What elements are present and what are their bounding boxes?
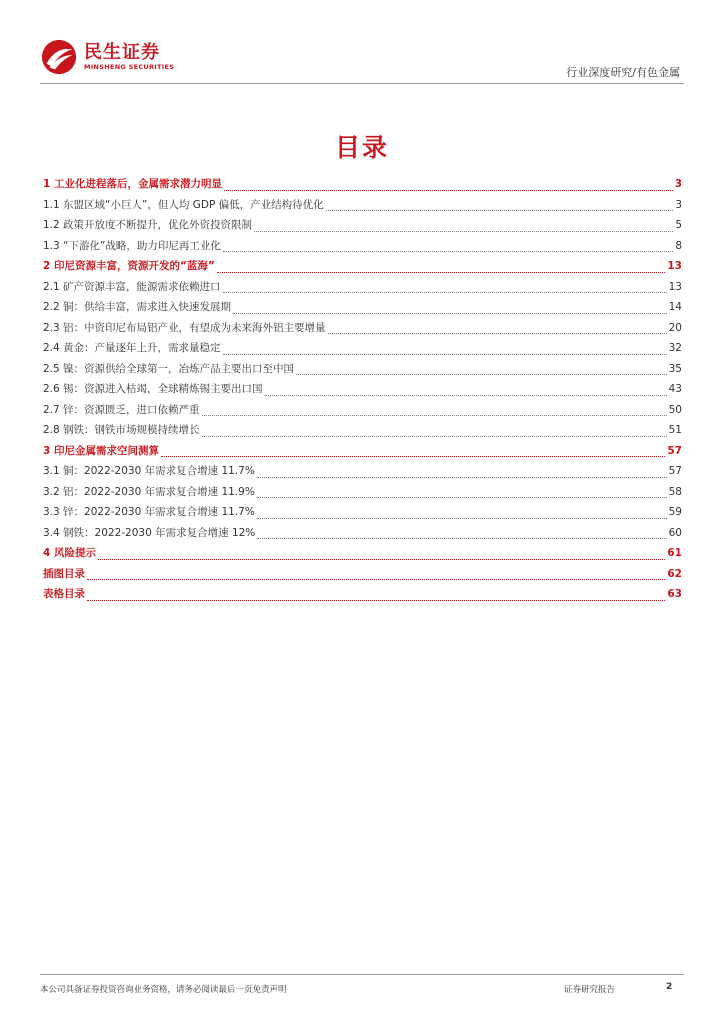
toc-entry-label: 1.2 政策开放度不断提升，优化外资投资限制 — [43, 219, 253, 231]
toc-leader-dots — [257, 489, 667, 498]
toc-entry-label: 2.1 矿产资源丰富，能源需求依赖进口 — [43, 280, 221, 293]
toc-leader-dots — [257, 469, 667, 478]
toc-section-entry[interactable] — [43, 586, 682, 607]
toc-subsection-entry[interactable] — [43, 463, 682, 484]
toc-subsection-entry[interactable] — [43, 238, 682, 259]
table-of-contents — [43, 176, 682, 607]
toc-entry-page: 63 — [667, 588, 682, 600]
toc-entry-page: 43 — [668, 383, 682, 395]
toc-leader-dots — [257, 510, 667, 519]
toc-entry-page: 8 — [675, 239, 682, 252]
toc-leader-dots — [223, 284, 667, 293]
toc-entry-label: 2.7 锌：资源匮乏，进口依赖严重 — [43, 403, 200, 416]
toc-leader-dots — [265, 387, 667, 396]
toc-section-entry[interactable] — [43, 545, 682, 566]
toc-leader-dots — [161, 448, 665, 457]
toc-entry-page: 50 — [668, 403, 682, 416]
toc-leader-dots — [257, 530, 666, 539]
toc-entry-label: 2.6 锡：资源进入枯竭，全球精炼锡主要出口国 — [43, 383, 263, 395]
toc-leader-dots — [254, 223, 673, 232]
toc-leader-dots — [217, 264, 666, 273]
toc-entry-label: 2.5 镍：资源供给全球第一，冶炼产品主要出口至中国 — [43, 362, 295, 375]
toc-entry-label: 1 工业化进程落后，金属需求潜力明显 — [43, 178, 222, 190]
toc-entry-page: 51 — [668, 424, 682, 436]
toc-subsection-entry[interactable] — [43, 422, 682, 443]
toc-leader-dots — [98, 551, 665, 560]
toc-subsection-entry[interactable] — [43, 279, 682, 300]
toc-entry-label: 4 风险提示 — [43, 547, 96, 559]
toc-entry-page: 3 — [675, 198, 682, 211]
toc-subsection-entry[interactable] — [43, 320, 682, 341]
footer-divider — [40, 974, 684, 975]
toc-entry-page: 3 — [674, 178, 682, 190]
toc-entry-label: 插图目录 — [43, 567, 85, 580]
company-logo — [40, 38, 174, 76]
toc-entry-page: 13 — [668, 280, 682, 293]
toc-section-entry[interactable] — [43, 176, 682, 197]
toc-entry-page: 57 — [667, 444, 682, 457]
toc-entry-page: 61 — [667, 547, 682, 559]
toc-leader-dots — [223, 346, 667, 355]
page-header — [40, 38, 684, 84]
logo-english-name: MINSHENG SECURITIES — [84, 62, 175, 71]
footer-disclaimer: 本公司具备证券投资咨询业务资格，请务必阅读最后一页免责声明 — [40, 985, 287, 995]
toc-entry-page: 5 — [675, 219, 682, 231]
toc-subsection-entry[interactable] — [43, 402, 682, 423]
toc-leader-dots — [87, 592, 665, 601]
toc-leader-dots — [326, 202, 674, 211]
toc-section-entry[interactable] — [43, 566, 682, 587]
toc-leader-dots — [202, 428, 667, 437]
toc-entry-label: 2.4 黄金：产量逐年上升，需求量稳定 — [43, 342, 221, 354]
toc-leader-dots — [202, 407, 667, 416]
toc-entry-page: 20 — [668, 321, 682, 334]
toc-entry-label: 3.2 铝：2022-2030 年需求复合增速 11.9% — [43, 485, 255, 498]
toc-entry-page: 60 — [668, 526, 682, 539]
toc-subsection-entry[interactable] — [43, 525, 682, 546]
toc-leader-dots — [233, 305, 667, 314]
toc-entry-label: 2.2 铜：供给丰富，需求进入快速发展期 — [43, 301, 232, 313]
toc-leader-dots — [223, 243, 673, 252]
toc-entry-label: 3 印尼金属需求空间测算 — [43, 444, 159, 457]
toc-entry-label: 3.1 铜：2022-2030 年需求复合增速 11.7% — [43, 465, 255, 477]
toc-entry-label: 3.4 钢铁：2022-2030 年需求复合增速 12% — [43, 526, 256, 539]
report-category: 行业深度研究/有色金属 — [566, 66, 680, 79]
toc-subsection-entry[interactable] — [43, 504, 682, 525]
page-number: 2 — [666, 982, 673, 992]
minsheng-logo-icon — [40, 38, 78, 76]
toc-subsection-entry[interactable] — [43, 340, 682, 361]
toc-entry-label: 2.8 钢铁：钢铁市场规模持续增长 — [43, 424, 200, 436]
toc-section-entry[interactable] — [43, 443, 682, 464]
toc-subsection-entry[interactable] — [43, 361, 682, 382]
toc-entry-label: 2.3 铝：中资印尼布局铝产业，有望成为未来海外铝主要增量 — [43, 321, 326, 334]
toc-entry-label: 1.1 东盟区域“小巨人”，但人均 GDP 偏低，产业结构待优化 — [43, 198, 324, 211]
toc-leader-dots — [224, 182, 673, 191]
toc-entry-label: 2 印尼资源丰富，资源开发的“蓝海” — [43, 260, 215, 272]
toc-entry-label: 1.3 “下游化”战略，助力印尼再工业化 — [43, 239, 221, 252]
toc-subsection-entry[interactable] — [43, 381, 682, 402]
toc-entry-page: 58 — [668, 485, 682, 498]
toc-leader-dots — [328, 325, 667, 334]
toc-entry-page: 14 — [668, 301, 682, 313]
logo-chinese-name: 民生证券 — [84, 41, 160, 63]
toc-leader-dots — [296, 366, 667, 375]
header-divider — [40, 83, 684, 84]
toc-subsection-entry[interactable] — [43, 197, 682, 218]
toc-subsection-entry[interactable] — [43, 299, 682, 320]
toc-subsection-entry[interactable] — [43, 484, 682, 505]
footer-report-type: 证券研究报告 — [564, 985, 616, 995]
toc-entry-page: 35 — [668, 362, 682, 375]
toc-section-entry[interactable] — [43, 258, 682, 279]
toc-entry-page: 59 — [668, 506, 682, 518]
toc-entry-page: 57 — [668, 465, 682, 477]
toc-entry-page: 13 — [667, 260, 682, 272]
toc-entry-page: 32 — [668, 342, 682, 354]
toc-entry-label: 表格目录 — [43, 588, 85, 600]
toc-subsection-entry[interactable] — [43, 217, 682, 238]
toc-entry-page: 62 — [667, 567, 682, 580]
page-title: 目录 — [334, 133, 389, 162]
toc-leader-dots — [87, 571, 665, 580]
toc-entry-label: 3.3 锌：2022-2030 年需求复合增速 11.7% — [43, 506, 255, 518]
